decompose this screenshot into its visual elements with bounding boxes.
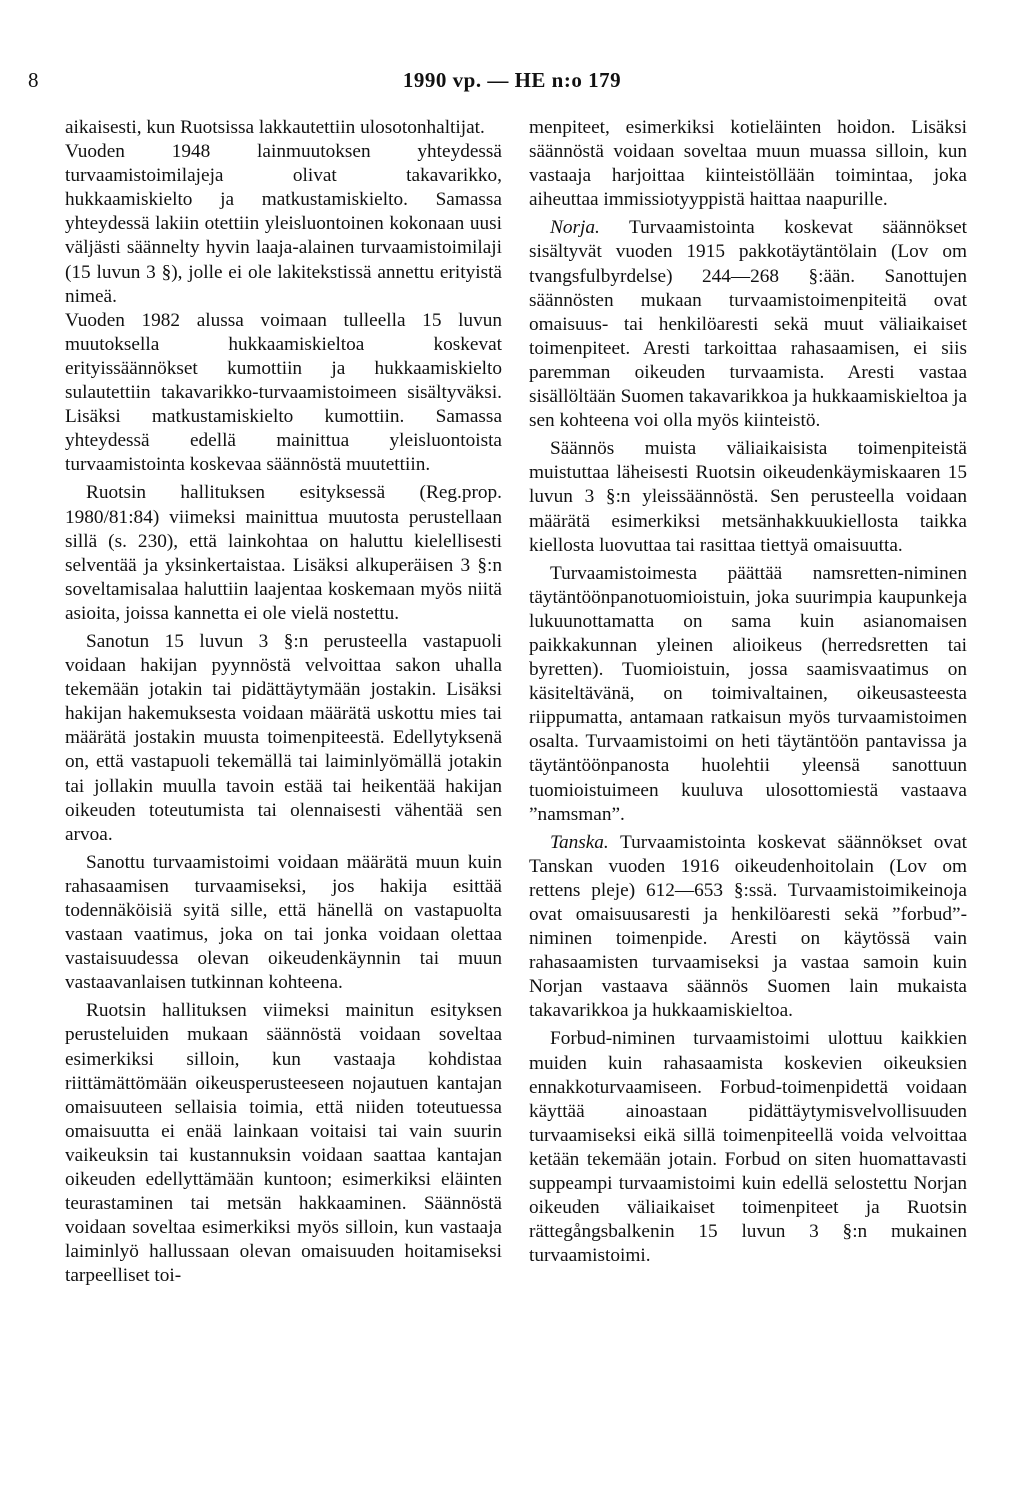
paragraph-text: Turvaamistointa koskevat säännökset sisältyvät vuoden 1915 pakkotäytäntölain (Lov om tvangsfulbyrdelse) 244—268 §:ään. Sanottujen säännösten mukaan turvaamistoimenpiteitä ovat omaisuus- tai henkilöaresti sekä muut väliaikaiset toimenpiteet. Aresti tarkoittaa rahasaamisen, ei siis paremman oikeuden turvaamista. Aresti vastaa sisällöltään Suomen takavarikkoa ja hukkaamiskieltoa ja sen kohteena voi olla myös kiinteistö.: [529, 217, 967, 432]
paragraph: Vuoden 1948 lainmuutoksen yhteydessä turvaamistoimilajeja olivat takavarikko, hukkaamiskielto ja matkustamiskielto. Samassa yhteydessä lakiin otettiin yleisluontoinen kokonaan uusi väljästi säännelty hyvin laaja-alainen turvaamistoimilaji (15 luvun 3 §), jolle ei ole lakitekstissä annettu erityistä nimeä.: [65, 141, 502, 307]
paragraph: Forbud-niminen turvaamistoimi ulottuu kaikkien muiden kuin rahasaamista koskevien oikeuksien ennakkoturvaamiseen. Forbud-toimenpidettä voidaan käyttää ainoastaan pidättäytymisvelvollisuuden turvaamiseksi eikä sillä toimenpiteellä voida velvoittaa ketään tekemään jotain. Forbud on siten huomattavasti suppeampi turvaamistoimi kuin edellä selostettu Norjan oikeuden väliaikaiset toimenpiteet ja Ruotsin rättegångsbalkenin 15 luvun 3 §:n mukainen turvaamistoimi.: [529, 1028, 967, 1267]
paragraph: Sanottu turvaamistoimi voidaan määrätä muun kuin rahasaamisen turvaamiseksi, jos hakija esittää todennäköisiä syitä sille, että hänellä on vastapuolta vastaan vaatimus, joka on tai jonka voidaan olettaa vastaisuudessa olevan oikeudenkäynnin tai muun vastaavanlaisen tutkinnan kohteena.: [65, 851, 502, 994]
section-lead-norway: Norja.: [550, 217, 600, 239]
section-lead-denmark: Tanska.: [550, 831, 609, 853]
running-head: 1990 vp. — HE n:o 179: [402, 68, 622, 92]
paragraph: Ruotsin hallituksen esityksessä (Reg.prop. 1980/81:84) viimeksi mainittua muutosta perustellaan sillä (s. 230), että lainkohtaa on haluttu kielellisesti selventää ja yksinkertaistaa. Lisäksi alkuperäisen 3 §:n soveltamisalaa haluttiin laajentaa koskemaan myös niitä asioita, joissa kannetta ei ole vielä nostettu.: [65, 482, 502, 624]
paragraph: Turvaamistoimesta päättää namsretten-niminen täytäntöönpanotuomioistuin, joka suurimpia kaupunkeja lukuunottamatta on sama kuin asianomaisen paikkakunnan yleinen alioikeus (herredsretten tai byretten). Tuomioistuin, jossa saamisvaatimus on käsiteltävänä, on toimivaltainen, oikeusasteesta riippumatta, antamaan ratkaisun myös turvaamistoimen osalta. Turvaamistoimi on heti täytäntöön pantavissa ja täytäntöönpanosta huolehtii yleensä sanottuun tuomioistuimeen kuuluva ulosottomiestä vastaava ”namsman”.: [529, 562, 967, 825]
right-column: [529, 116, 967, 1268]
paragraph: menpiteet, esimerkiksi kotieläinten hoidon. Lisäksi säännöstä voidaan soveltaa muun muassa silloin, kun vastaaja harjoittaa kiinteistöllään toimintaa, joka aiheuttaa immissiotyyppistä haittaa naapurille.: [529, 117, 967, 211]
paragraph: aikaisesti, kun Ruotsissa lakkautettiin ulosotonhaltijat.: [65, 117, 485, 138]
paragraph: Ruotsin hallituksen viimeksi mainitun esityksen perusteluiden mukaan säännöstä voidaan soveltaa esimerkiksi silloin, kun vastaaja kohdistaa riittämättömään oikeusperusteeseen nojautuen kantajan omaisuuteen sellaisia toimia, että niiden toteutuessa omaisuutta ei enää lainkaan voitaisi tai vain suurin vaikeuksin tai kustannuksin voidaan saattaa kantajan oikeuden edellyttämään kuntoon; esimerkiksi eläinten teurastaminen tai metsän hakkaaminen. Säännöstä voidaan soveltaa esimerkiksi myös silloin, kun vastaaja laiminlyö hallussaan olevan omaisuuden hoitamiseksi tarpeelliset toi-: [65, 1000, 502, 1287]
paragraph: [529, 216, 967, 433]
paragraph: Sanotun 15 luvun 3 §:n perusteella vastapuoli voidaan hakijan pyynnöstä velvoittaa sakon uhalla tekemään jotakin tai pidättäytymään jostakin. Lisäksi hakijan hakemuksesta voidaan määrätä uskottu mies tai määrätä jostakin muusta toimenpiteestä. Edellytyksenä on, että vastapuoli tekemällä tai laiminlyömällä jotakin tai jollakin muulla tavoin estää tai heikentää hakijan oikeuden toteutumista tai olennaisesti vähentää sen arvoa.: [65, 630, 502, 845]
page-header: [0, 68, 1024, 98]
paragraph: Säännös muista väliaikaisista toimenpiteistä muistuttaa läheisesti Ruotsin oikeudenkäymiskaaren 15 luvun 3 §:n yleissäännöstä. Sen perusteella voidaan määrätä esimerkiksi metsänhakkuukiellosta taikka kiellosta luovuttaa tai rasittaa tiettyä omaisuutta.: [529, 438, 967, 556]
page-number: 8: [28, 68, 39, 92]
paragraph: Vuoden 1982 alussa voimaan tulleella 15 luvun muutoksella hukkaamiskieltoa koskevat erityissäännökset kumottiin ja hukkaamiskielto sulautettiin takavarikko-turvaamistoimeen sisältyväksi. Lisäksi matkustamiskielto kumottiin. Samassa yhteydessä edellä mainittua yleisluontoista turvaamistointa koskevaa säännöstä muutettiin.: [65, 309, 502, 476]
left-column: [65, 116, 502, 1289]
paragraph: [529, 831, 967, 1024]
paragraph-text: Turvaamistointa koskevat säännökset ovat Tanskan vuoden 1916 oikeudenhoitolain (Lov om rettens pleje) 612—653 §:ssä. Turvaamistoimikeinoja ovat omaisuusaresti ja henkilöaresti sekä ”forbud”-niminen toimenpide. Aresti on käytössä vain rahasaamisten turvaamiseksi ja vastaa samoin kuin Norjan vastaava säännös Suomen lain mukaista takavarikkoa ja hukkaamiskieltoa.: [529, 831, 967, 1022]
